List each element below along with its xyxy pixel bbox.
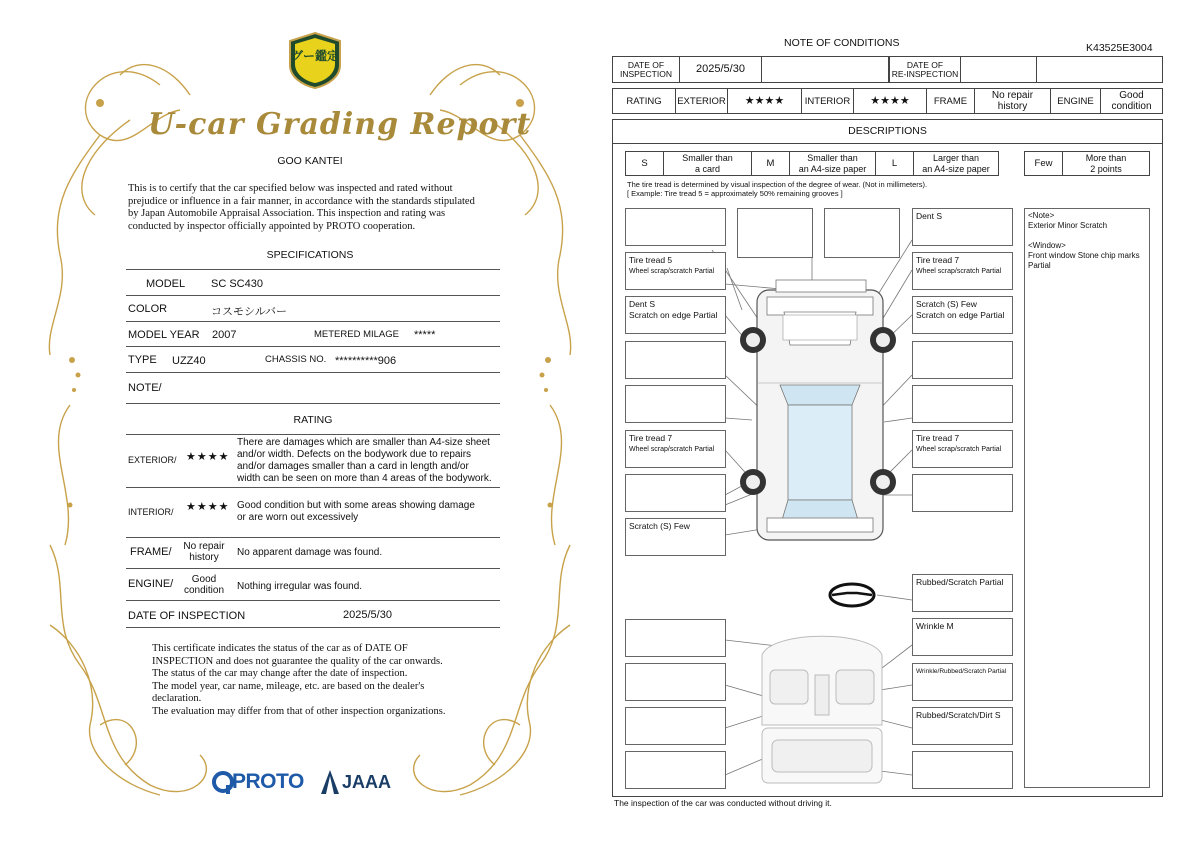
note-label: NOTE/: [128, 382, 162, 394]
interior-box-right-5: [912, 751, 1013, 789]
desc-box-left-1: [625, 208, 726, 246]
doi-value: 2025/5/30: [680, 57, 762, 82]
doi-empty: [762, 57, 889, 82]
engine-value: Good condition: [183, 574, 225, 596]
frame-value: No repair history: [183, 541, 225, 563]
frame-label: FRAME: [927, 89, 975, 113]
few-legend: [1024, 151, 1150, 176]
sheet-footer: The inspection of the car was conducted without driving it.: [614, 798, 832, 808]
specifications-heading: SPECIFICATIONS: [266, 249, 354, 261]
doi-label: DATE OF INSPECTION: [613, 57, 680, 82]
size-legend: [625, 151, 999, 176]
legend-m-desc: Smaller than an A4-size paper: [790, 152, 876, 175]
jaaa-logo: JAAA: [320, 769, 400, 795]
interior-stars: ★★★★: [186, 501, 230, 513]
reinspection-label: DATE OF RE-INSPECTION: [889, 57, 961, 82]
rating-label: RATING: [613, 89, 676, 113]
date-of-inspection-value: 2025/5/30: [343, 609, 392, 621]
engine-value: Good condition: [1111, 90, 1152, 112]
chassis-value: **********906: [335, 355, 397, 367]
sheet-title: NOTE OF CONDITIONS: [784, 37, 900, 49]
desc-box-right-5: [912, 385, 1013, 423]
goo-kantei-logo: [286, 31, 344, 89]
model-year-label: MODEL YEAR: [128, 329, 200, 341]
rating-heading: RATING: [293, 414, 333, 426]
desc-box-left-5: [625, 385, 726, 423]
desc-box-right-3: Scratch (S) Few Scratch on edge Partial: [912, 296, 1013, 334]
legend-few-desc: More than 2 points: [1085, 152, 1127, 174]
exterior-stars: ★★★★: [728, 89, 802, 113]
interior-description: Good condition but with some areas showing damage or are worn out excessively: [237, 500, 475, 523]
chassis-label: CHASSIS NO.: [265, 354, 327, 365]
legend-l-desc: Larger than an A4-size paper: [922, 152, 990, 174]
model-year-value: 2007: [212, 329, 237, 341]
certificate-footer: This certificate indicates the status of the car as of DATE OF INSPECTION and does not guarantee the quality of the car onwards. The status of the car may change after the date of inspection. The model year, car name, mileage, etc. are based on the dealer's declaration. The evaluation may differ from that of other inspection organizations.: [152, 643, 446, 717]
interior-label: INTERIOR: [802, 89, 854, 113]
certificate-intro: This is to certify that the car specified below was inspected and rated without prejudice or influence in a fair manner, in accordance with the standards stipulated by Japan Automobile Appraisal Association. This inspection and rating was conducted by inspector officially appointed by PROTO cooperation.: [128, 183, 475, 232]
car-top-view: [740, 280, 896, 540]
mileage-value: *****: [414, 329, 436, 341]
interior-box-left-1: [625, 619, 726, 657]
date-of-inspection-label: DATE OF INSPECTION: [128, 610, 246, 622]
desc-box-right-1: Dent S: [912, 208, 1013, 246]
desc-box-right-7: [912, 474, 1013, 512]
color-value: コスモシルバー: [211, 306, 287, 318]
interior-box-right-2: Wrinkle M: [912, 618, 1013, 656]
engine-label: ENGINE: [1051, 89, 1101, 113]
desc-box-left-6: Tire tread 7 Wheel scrap/scratch Partial: [625, 430, 726, 468]
interior-box-right-4: Rubbed/Scratch/Dirt S: [912, 707, 1013, 745]
logo-text: グー鑑定: [290, 49, 339, 63]
rating-row: [612, 88, 1163, 114]
descriptions-heading: DESCRIPTIONS: [848, 125, 927, 137]
tire-tread-note: The tire tread is determined by visual inspection of the degree of wear. (Not in millimeters). [ Example: Tire tread 5 = approximately 50% remaining grooves ]: [627, 180, 928, 198]
interior-box-left-2: [625, 663, 726, 701]
frame-label: FRAME/: [130, 546, 172, 558]
reinspection-value: [961, 57, 1037, 82]
certificate-title: U-car Grading Report: [148, 107, 532, 142]
legend-l: L: [876, 152, 914, 175]
engine-label: ENGINE/: [128, 578, 174, 590]
desc-box-left-3: Dent S Scratch on edge Partial: [625, 296, 726, 334]
exterior-stars: ★★★★: [186, 451, 230, 463]
desc-box-top-2: [824, 208, 900, 258]
desc-box-left-7: [625, 474, 726, 512]
legend-m: M: [752, 152, 790, 175]
desc-box-right-4: [912, 341, 1013, 379]
interior-box-left-4: [625, 751, 726, 789]
exterior-label: EXTERIOR: [676, 89, 728, 113]
sheet-reference: K43525E3004: [1086, 42, 1153, 54]
exterior-label: EXTERIOR/: [128, 455, 177, 465]
desc-box-right-6: Tire tread 7 Wheel scrap/scratch Partial: [912, 430, 1013, 468]
car-interior-view: [762, 636, 882, 783]
exterior-description: There are damages which are smaller than A4-size sheet and/or width. Defects on the bodywork due to repairs and/or damages smaller than a card in length and/or width can be seen on more than 4 areas of the bodywork.: [237, 437, 492, 484]
type-value: UZZ40: [172, 355, 206, 367]
frame-value: No repair history: [975, 89, 1051, 113]
grading-certificate: [40, 25, 580, 825]
desc-box-left-2: Tire tread 5 Wheel scrap/scratch Partial: [625, 252, 726, 290]
legend-s-desc: Smaller than a card: [664, 152, 752, 175]
proto-logo: PROTO: [212, 769, 312, 795]
type-label: TYPE: [128, 354, 157, 366]
inspection-dates-row: [612, 56, 1163, 83]
note-panel: <Note> Exterior Minor Scratch <Window> Front window Stone chip marks Partial: [1024, 208, 1150, 788]
certificate-subtitle: GOO KANTEI: [277, 155, 343, 167]
interior-box-left-3: [625, 707, 726, 745]
color-label: COLOR: [128, 303, 168, 315]
interior-box-right-3: Wrinkle/Rubbed/Scratch Partial: [912, 663, 1013, 701]
steering-wheel-icon: [830, 584, 874, 606]
mileage-label: METERED MILAGE: [314, 329, 399, 340]
model-label: MODEL: [146, 278, 186, 290]
engine-description: Nothing irregular was found.: [237, 581, 363, 592]
frame-description: No apparent damage was found.: [237, 547, 383, 558]
desc-box-right-2: Tire tread 7 Wheel scrap/scratch Partial: [912, 252, 1013, 290]
interior-box-right-1: Rubbed/Scratch Partial: [912, 574, 1013, 612]
legend-few: Few: [1025, 152, 1063, 175]
interior-stars: ★★★★: [854, 89, 927, 113]
desc-box-top-1: [737, 208, 813, 258]
desc-box-left-8: Scratch (S) Few: [625, 518, 726, 556]
desc-box-left-4: [625, 341, 726, 379]
model-value: SC SC430: [211, 278, 263, 290]
interior-label: INTERIOR/: [128, 507, 174, 517]
legend-s: S: [626, 152, 664, 175]
